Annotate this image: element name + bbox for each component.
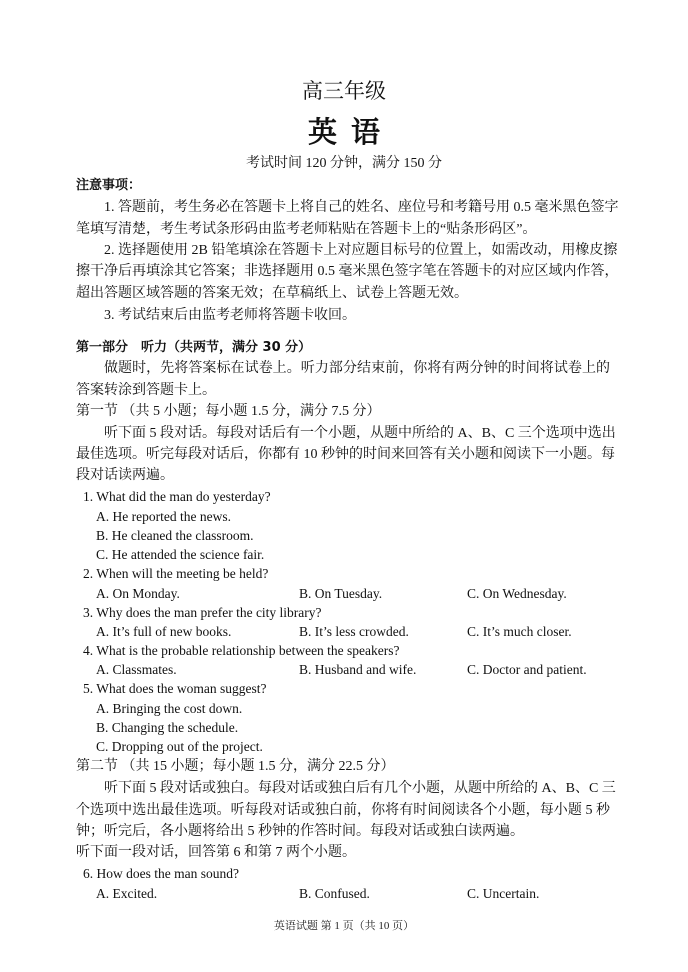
q5-option-a: A. Bringing the cost down. [96,701,243,716]
notice-item-1-line-1: 1. 答题前，考生务必在答题卡上将自己的姓名、座位号和考籍号用 0.5 毫米黑色签字 [104,200,619,215]
section2-instr-line-1: 听下面 5 段对话或独白。每段对话或独白后有几个小题，从题中所给的 A、B、C 三 [104,781,616,796]
q4-option-b: B. Husband and wife. [299,662,417,677]
section2-instr-line-2: 个选项中选出最佳选项。听每段对话或独白前，你将有时间阅读各个小题，每小题 5 秒 [76,803,610,818]
q2-option-b: B. On Tuesday. [299,586,383,601]
q1-option-a: A. He reported the news. [96,509,231,524]
q3-option-b: B. It’s less crowded. [299,624,409,639]
notice-item-1-line-2: 笔填写清楚，考生考试条形码由监考老师粘贴在答题卡上的“贴条形码区”。 [76,222,537,237]
notice-item-3-line-1: 3. 考试结束后由监考老师将答题卡收回。 [104,308,356,323]
q5-option-b: B. Changing the schedule. [96,720,239,735]
q5-option-c: C. Dropping out of the project. [96,739,263,754]
q1-option-c: C. He attended the science fair. [96,547,265,562]
q4-option-a: A. Classmates. [96,662,177,677]
part1-intro-line-1: 做题时，先将答案标在试卷上。听力部分结束前，你将有两分钟的时间将试卷上的 [104,361,610,376]
question-2: 2. When will the meeting be held? [83,566,269,581]
section1-instr-line-2: 最佳选项。听完每段对话后，你都有 10 秒钟的时间来回答有关小题和阅读下一小题。每 [76,447,615,462]
notice-item-2-line-1: 2. 选择题使用 2B 铅笔填涂在答题卡上对应题目标号的位置上，如需改动，用橡皮擦 [104,243,618,258]
section1-instr-line-1: 听下面 5 段对话。每段对话后有一个小题，从题中所给的 A、B、C 三个选项中选出 [104,426,616,441]
section1-instr-line-3: 段对话读两遍。 [76,468,174,483]
section1-title: 第一节 （共 5 小题；每小题 1.5 分，满分 7.5 分） [76,404,381,419]
subject-title: 英语 [307,115,394,149]
q4-option-c: C. Doctor and patient. [467,662,587,677]
q6-option-a: A. Excited. [96,886,158,901]
section2-instr-line-3: 钟；听完后，各小题将给出 5 秒钟的作答时间。每段对话或独白读两遍。 [76,824,524,839]
q2-option-c: C. On Wednesday. [467,586,567,601]
question-1: 1. What did the man do yesterday? [83,489,271,504]
question-4: 4. What is the probable relationship between the speakers? [83,643,400,658]
dialog-note: 听下面一段对话，回答第 6 和第 7 两个小题。 [76,845,356,860]
part1-title: 第一部分 听力（共两节，满分 30 分） [76,340,312,355]
question-3: 3. Why does the man prefer the city library? [83,605,322,620]
section2-title: 第二节 （共 15 小题；每小题 1.5 分，满分 22.5 分） [76,759,395,774]
notice-title: 注意事项： [76,178,142,193]
part1-intro-line-2: 答案转涂到答题卡上。 [76,383,216,398]
question-6: 6. How does the man sound? [83,866,239,881]
q3-option-a: A. It’s full of new books. [96,624,232,639]
q6-option-c: C. Uncertain. [467,886,540,901]
question-5: 5. What does the woman suggest? [83,681,267,696]
q6-option-b: B. Confused. [299,886,370,901]
page-footer: 英语试题 第 1 页（共 10 页） [273,920,415,932]
q3-option-c: C. It’s much closer. [467,624,572,639]
exam-info: 考试时间 120 分钟，满分 150 分 [246,156,442,171]
grade-title: 高三年级 [302,79,386,103]
notice-item-2-line-3: 超出答题区域答题的答案无效；在草稿纸上、试卷上答题无效。 [76,286,468,301]
q1-option-b: B. He cleaned the classroom. [96,528,254,543]
notice-item-2-line-2: 擦干净后再填涂其它答案；非选择题用 0.5 毫米黑色签字笔在答题卡的对应区域内作答， [76,264,619,279]
q2-option-a: A. On Monday. [96,586,180,601]
